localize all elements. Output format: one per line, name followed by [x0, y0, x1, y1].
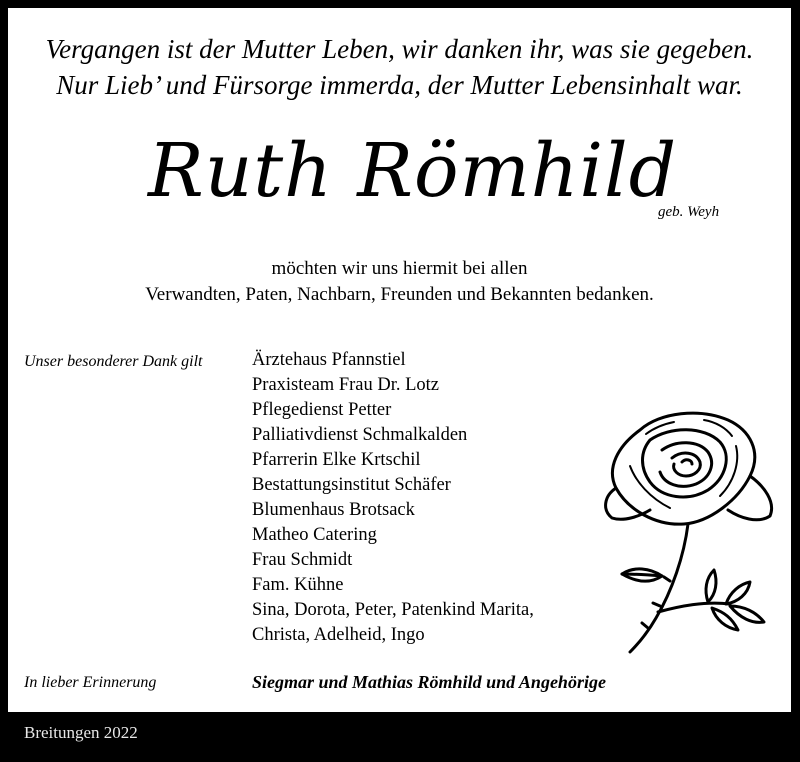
list-item: Pflegedienst Petter — [252, 400, 392, 420]
special-thanks-label: Unser besonderer Dank gilt — [24, 353, 203, 370]
list-item: Matheo Catering — [252, 525, 377, 545]
list-item: Sina, Dorota, Peter, Patenkind Marita, — [252, 600, 534, 620]
list-item: Pfarrerin Elke Krtschil — [252, 450, 421, 470]
place-year: Breitungen 2022 — [24, 723, 138, 742]
list-item: Frau Schmidt — [252, 550, 353, 570]
list-item: Ärztehaus Pfannstiel — [252, 350, 406, 370]
rose-icon — [600, 406, 780, 656]
deceased-name: Ruth Römhild — [148, 128, 678, 214]
motto-line-2: Nur Lieb’ und Fürsorge immerda, der Mutter Lebensinhalt war. — [56, 70, 743, 100]
thanks-line-2: Verwandten, Paten, Nachbarn, Freunden und Bekannten bedanken. — [145, 284, 654, 305]
obituary-card — [8, 8, 791, 712]
list-item: Praxisteam Frau Dr. Lotz — [252, 375, 440, 395]
memory-label: In lieber Erinnerung — [24, 674, 157, 691]
list-item: Palliativdienst Schmalkalden — [252, 425, 468, 445]
list-item: Fam. Kühne — [252, 575, 344, 595]
motto-line-1: Vergangen ist der Mutter Leben, wir danken ihr, was sie gegeben. — [45, 34, 754, 64]
signers: Siegmar und Mathias Römhild und Angehörige — [252, 672, 606, 692]
maiden-name: geb. Weyh — [658, 204, 720, 220]
footer-bar — [0, 712, 800, 762]
list-item: Bestattungsinstitut Schäfer — [252, 475, 451, 495]
list-item: Blumenhaus Brotsack — [252, 500, 415, 520]
thanks-line-1: möchten wir uns hiermit bei allen — [271, 258, 528, 279]
list-item: Christa, Adelheid, Ingo — [252, 625, 425, 645]
special-thanks-list — [252, 348, 534, 648]
